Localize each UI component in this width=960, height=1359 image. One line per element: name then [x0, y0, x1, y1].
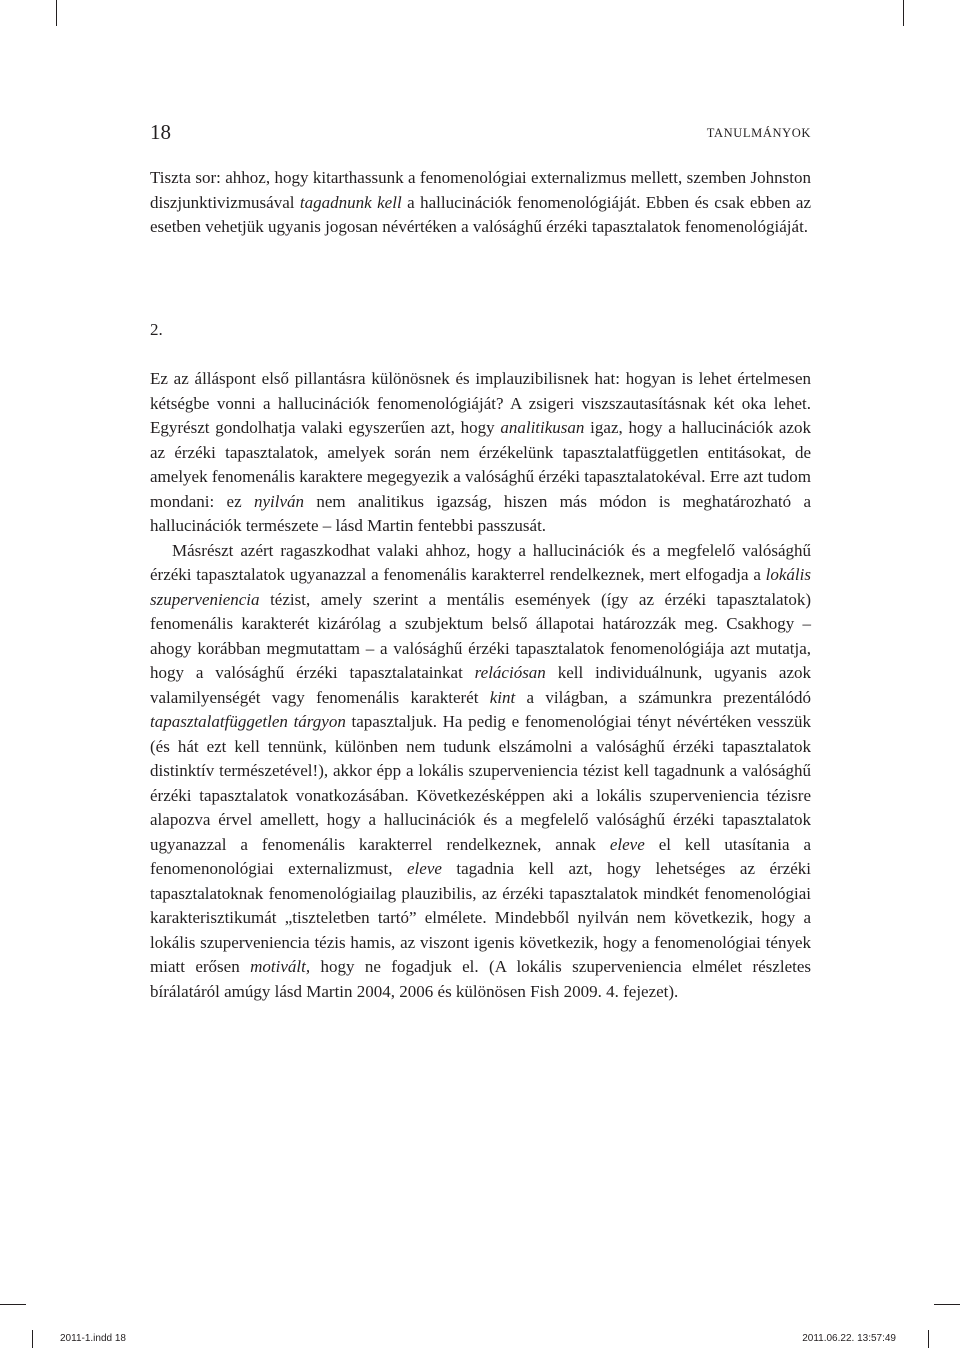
emphasis: tagadnunk kell: [299, 192, 402, 212]
crop-mark-top-left: [56, 0, 57, 26]
crop-mark-right-bottom: [934, 1304, 960, 1305]
slug-divider: [928, 1330, 929, 1348]
emphasis: motivált,: [250, 957, 311, 976]
emphasis: nyilván: [253, 491, 305, 511]
crop-mark-top-right: [903, 0, 904, 26]
paragraph: Ez az álláspont első pillantásra különösnek és implauzibilisnek hat: hogyan is lehet értelmesen kétségbe vonni a hallucinációk fenomenológiáját? A zsigeri viszszautasításnak két oka lehet. Egyrészt gondolhatja valaki egyszerűen azt, hogy analitikusan igaz, hogy a hallucinációk azok az érzéki tapasztalatok, amelyek során nem érzékelünk tapasztalatfüggetlen entitásokat, de amelyek fenomenális karaktere megegyezik a valósághű érzéki tapasztalatokéval. Erre azt tudom mondani: ez nyilván nem analitikus igazság, hiszen más módon is meghatározható a hallucinációk természete – lásd Martin fentebbi passzusát.: [150, 369, 812, 535]
slug-timestamp: 2011.06.22. 13:57:49: [802, 1333, 896, 1344]
page-number: 18: [150, 120, 171, 144]
running-head: [150, 120, 811, 150]
emphasis: lokális szuperveniencia: [150, 565, 811, 609]
emphasis: eleve: [407, 859, 442, 878]
intro-text-block: [150, 166, 811, 240]
paragraph: Másrészt azért ragaszkodhat valaki ahhoz, hogy a hallucinációk és a megfelelő valósághű érzéki tapasztalatok ugyanazzal a fenomenális karakterrel rendelkeznek, mert elfogadja a lokális szuperveniencia tézist, amely szerint a mentális események (így az érzéki tapasztalatok) fenomenális karakterét kizárólag a szubjektum belső állapotai határozzák meg. Csakhogy – ahogy korábban megmutattam – a valósághű érzéki tapasztalatok fenomenológiája azt mutatja, hogy a valósághű érzéki tapasztalatainkat relációsan kell individuálnunk, ugyanis azok valamilyenségét vagy fenomenális karakterét kint a világban, a számunkra prezentálódó tapasztalatfüggetlen tárgyon tapasztaljuk. Ha pedig e fenomenológiai tényt névértéken vesszük (és hát ezt kell tennünk, különben nem tudunk elszámolni a valósághű érzéki tapasztalatok distinktív természetével!), akkor épp a lokális szuperveniencia tézist kell tagadnunk a valósághű érzéki tapasztalatok vonatkozásában. Következésképpen aki a lokális szuperveniencia tézisre alapozva érvel amellett, hogy a hallucinációk és a megfelelő valósághű érzéki tapasztalatok ugyanazzal a fenomenális karakterrel rendelkeznek, annak eleve el kell utasítania a fenomenonológiai externalizmust, eleve tagadnia kell azt, hogy lehetséges az érzéki tapasztalatoknak fenomenológiailag plauzibilis, az érzéki tapasztalatok mindkét fenomenológiai karakterisztikumát „tiszteletben tartó” elmélete. Mindebből nyilván nem következik, hogy a lokális szuperveniencia tézis hamis, az viszont igenis következik, hogy a fenomenológiai tények miatt erősen motivált, hogy ne fogadjuk el. (A lokális szuperveniencia elmélet részletes bírálatáról amúgy lásd Martin 2004, 2006 és különösen Fish 2009. 4. fejezet).: [150, 540, 812, 1001]
emphasis: relációsan: [474, 663, 546, 682]
crop-mark-left-bottom: [0, 1304, 26, 1305]
emphasis: analitikusan: [500, 418, 585, 437]
emphasis: kint: [489, 687, 516, 707]
slug-divider: [32, 1330, 33, 1348]
slug-filename: 2011-1.indd 18: [60, 1333, 126, 1344]
section-label: TANULMÁNYOK: [706, 126, 811, 140]
emphasis: eleve: [609, 834, 645, 854]
intro-paragraph: Tiszta sor: ahhoz, hogy kitarthassunk a fenomenológiai externalizmus mellett, szemben Johnston diszjunktivizmusával tagadnunk kell a hallucinációk fenomenológiáját. Ebben és csak ebben az esetben vehetjük ugyanis jogosan névértéken a valósághű érzéki tapasztalatok fenomenológiáját.: [150, 168, 811, 236]
main-text-block: [150, 367, 811, 1004]
emphasis: tapasztalatfüggetlen tárgyon: [150, 712, 346, 731]
section-number: 2.: [150, 320, 163, 339]
